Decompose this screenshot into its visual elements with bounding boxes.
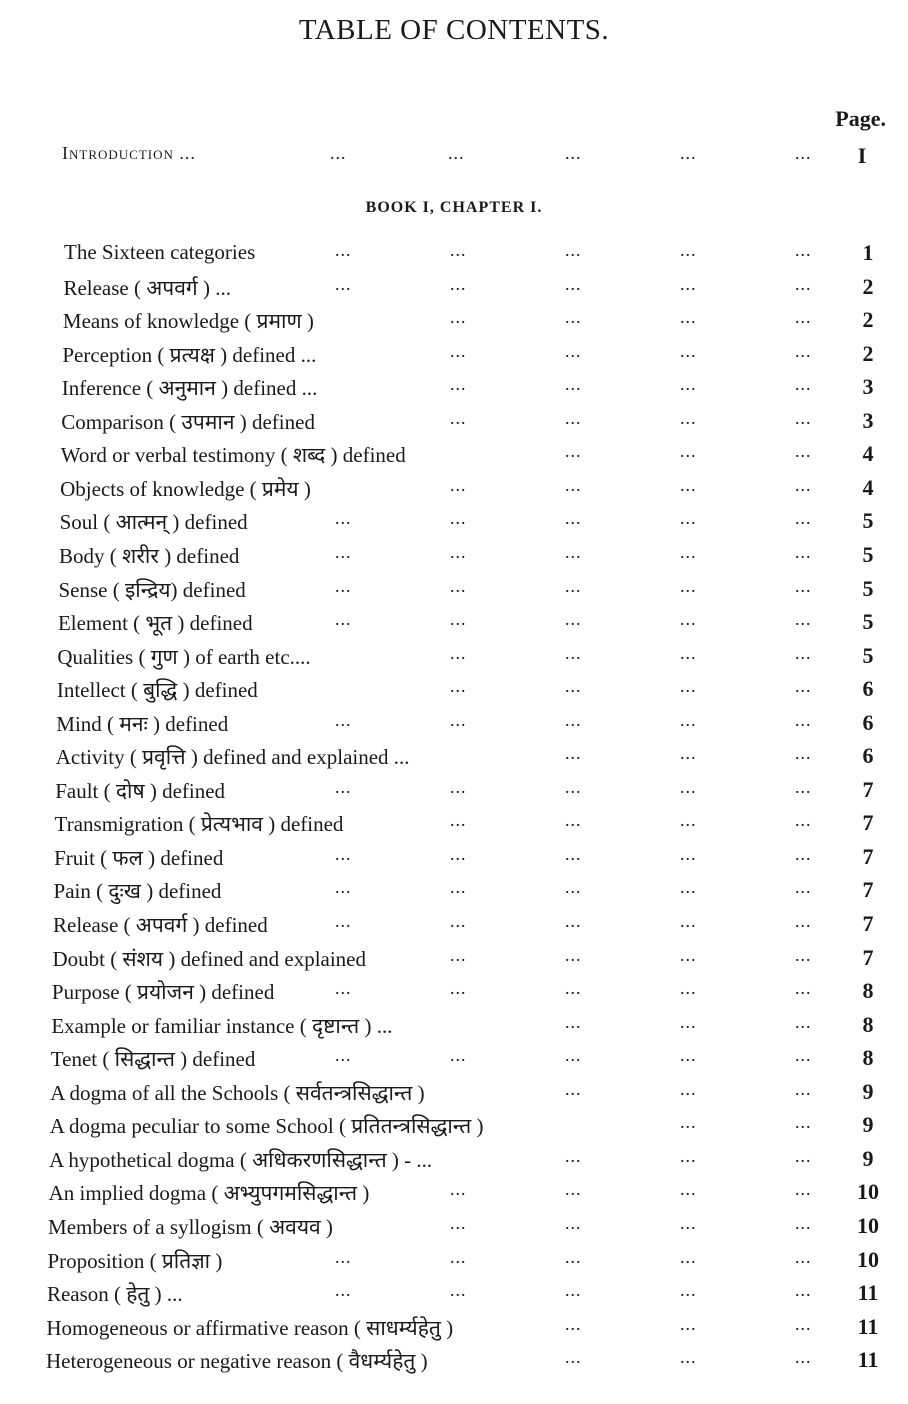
leader-dots: ... [335,1045,352,1066]
leader-dots: ... [795,776,812,797]
toc-page-number: 8 [862,1045,874,1071]
leader-dots: ... [450,776,467,797]
toc-entry-label: An implied dogma ( अभ्युपगमसिद्धान्त ) [48,1181,370,1206]
leader-dots: ... [680,441,697,462]
leader-dots: ... [450,508,467,529]
toc-page-number: 4 [862,474,874,500]
toc-entry [0,240,908,274]
section-heading: BOOK I, CHAPTER I. [365,199,543,216]
leader-dots: ... [565,1078,582,1099]
leader-dots: ... [450,609,467,630]
leader-dots: ... [795,810,812,831]
toc-page-number: 7 [862,843,874,869]
leader-dots: ... [795,508,812,529]
toc-entry-label: Body ( शरीर ) defined [59,543,240,568]
toc-page-number: 7 [862,810,874,836]
toc-entry-label: Intellect ( बुद्धि ) defined [56,678,258,703]
toc-entry [0,307,908,341]
toc-page-number: 2 [862,273,874,299]
leader-dots: ... [450,1212,467,1233]
leader-dots: ... [680,1280,697,1301]
leader-dots: ... [450,1045,467,1066]
toc-page-number: 2 [862,307,874,333]
leader-dots: ... [335,1280,352,1301]
leader-dots: ... [450,676,467,697]
leader-dots: ... [335,709,352,730]
toc-entry [0,609,908,643]
leader-dots: ... [795,1280,812,1301]
leader-dots: ... [565,877,582,898]
leader-dots: ... [680,1313,697,1334]
toc-entry [0,1314,908,1348]
leader-dots: ... [795,642,812,663]
leader-dots: ... [680,743,697,764]
leader-dots: ... [565,1246,582,1267]
toc-page-number: 7 [862,911,874,936]
toc-entry-label: Inference ( अनुमान ) defined ... [61,376,318,401]
toc-entry [0,844,908,878]
leader-dots: ... [680,240,697,260]
leader-dots: ... [450,877,467,898]
leader-dots: ... [680,810,697,831]
toc-page-number: 7 [862,944,874,970]
toc-entry [0,810,908,844]
toc-page-number: 6 [862,709,874,735]
leader-dots: ... [565,1212,582,1233]
leader-dots: ... [565,1280,582,1301]
leader-dots: ... [795,474,812,495]
toc-entry [0,945,908,979]
toc-page-number: 3 [862,374,874,400]
toc-entry-label: Homogeneous or affirmative reason ( साधर्म्यहेतु ) [46,1315,454,1340]
leader-dots: ... [335,1246,352,1267]
toc-page-number: 6 [862,676,874,702]
toc-entry-label: Activity ( प्रवृत्ति ) defined and explained ... [55,745,410,770]
leader-dots: ... [565,676,582,697]
toc-page-number: 8 [862,978,874,1004]
toc-entry [0,978,908,1012]
leader-dots: ... [450,374,467,395]
leader-dots: ... [795,709,812,730]
toc-page-number: 9 [862,1112,874,1138]
leader-dots: ... [680,1347,697,1368]
leader-dots: ... [335,240,352,260]
toc-page-number: 9 [862,1145,874,1171]
toc-entry [0,1247,908,1281]
leader-dots: ... [795,1313,812,1334]
toc-entry [0,877,908,911]
leader-dots: ... [335,541,352,562]
leader-dots: ... [565,273,582,294]
leader-dots: ... [795,1112,812,1133]
leader-dots: ... [565,810,582,831]
toc-introduction [0,143,908,177]
toc-entry [0,1079,908,1113]
leader-dots: ... [335,911,352,931]
leader-dots: ... [450,1280,467,1301]
leader-dots: ... [450,1246,467,1267]
leader-dots: ... [565,1179,582,1200]
leader-dots: ... [335,273,352,294]
leader-dots: ... [795,1078,812,1099]
toc-page-number: 5 [862,541,874,567]
toc-page-number: 2 [862,340,874,366]
leader-dots: ... [448,143,465,163]
toc-entry-label: Tenet ( सिद्धान्त ) defined [50,1047,256,1072]
toc-entry [0,643,908,677]
toc-page-number: 5 [862,575,874,601]
leader-dots: ... [680,776,697,797]
leader-dots: ... [450,944,467,965]
leader-dots: ... [450,541,467,562]
leader-dots: ... [795,307,812,328]
toc-entry-label: Example or familiar instance ( दृष्टान्त ) ... [51,1013,393,1038]
toc-entry [0,576,908,610]
toc-page-number: 5 [862,642,874,668]
leader-dots: ... [565,407,582,428]
toc-entry [0,408,908,442]
leader-dots: ... [565,1347,582,1368]
leader-dots: ... [680,1112,697,1133]
leader-dots: ... [680,877,697,898]
leader-dots: ... [680,1078,697,1099]
leader-dots: ... [680,709,697,730]
toc-page-number: 11 [857,1347,879,1373]
leader-dots: ... [565,911,582,931]
leader-dots: ... [795,1212,812,1233]
toc-page-number: 11 [857,1280,879,1306]
leader-dots: ... [565,642,582,663]
leader-dots: ... [680,374,697,395]
leader-dots: ... [680,575,697,596]
leader-dots: ... [795,441,812,462]
toc-entry-label: Release ( अपवर्ग ) defined [53,913,268,937]
leader-dots: ... [680,1212,697,1233]
leader-dots: ... [680,1011,697,1032]
toc-entry [0,1213,908,1247]
toc-entry-label: Heterogeneous or negative reason ( वैधर्म्यहेतु ) [46,1349,428,1374]
toc-entry-label: Word or verbal testimony ( शब्द ) defined [60,443,406,468]
leader-dots: ... [680,273,697,294]
leader-dots: ... [565,1313,582,1334]
toc-entry-label: Comparison ( उपमान ) defined [61,409,315,434]
leader-dots: ... [795,575,812,596]
leader-dots: ... [565,776,582,797]
toc-entry [0,508,908,542]
leader-dots: ... [565,541,582,562]
page-title: TABLE OF CONTENTS. [298,14,610,46]
leader-dots: ... [450,575,467,596]
leader-dots: ... [450,911,467,931]
toc-entry [0,542,908,576]
leader-dots: ... [450,240,467,260]
leader-dots: ... [565,609,582,630]
leader-dots: ... [680,843,697,864]
leader-dots: ... [795,143,812,163]
leader-dots: ... [680,143,697,163]
toc-page-number: 11 [857,1313,879,1339]
toc-page-number: 5 [862,609,874,635]
toc-entry-label: Means of knowledge ( प्रमाण ) [62,309,314,334]
toc-page-number: 10 [857,1179,879,1205]
toc-entry [0,676,908,710]
toc-entry [0,911,908,945]
leader-dots: ... [680,508,697,529]
toc-entry-label: Proposition ( प्रतिज्ञा ) [47,1248,223,1273]
toc-entry [0,1012,908,1046]
leader-dots: ... [450,1179,467,1200]
leader-dots: ... [795,1145,812,1166]
toc-entry [0,274,908,308]
toc-page-number: 7 [862,877,874,903]
toc-entry-label: Soul ( आत्मन् ) defined [59,510,248,535]
toc-page-number: 1 [862,240,874,265]
toc-entry-label: Fruit ( फल ) defined [54,845,224,870]
toc-entry-label: Introduction ... [62,143,196,163]
toc-entry [0,1045,908,1079]
toc-entry-label: Reason ( हेतु ) ... [46,1282,183,1307]
toc-page-number: 3 [862,407,874,433]
leader-dots: ... [680,911,697,931]
leader-dots: ... [795,743,812,764]
toc-entry [0,777,908,811]
leader-dots: ... [795,843,812,864]
toc-entry [0,441,908,475]
leader-dots: ... [565,508,582,529]
toc-page-number: 9 [862,1078,874,1104]
leader-dots: ... [795,273,812,294]
leader-dots: ... [565,843,582,864]
leader-dots: ... [680,340,697,361]
leader-dots: ... [450,978,467,999]
leader-dots: ... [335,508,352,529]
leader-dots: ... [680,307,697,328]
leader-dots: ... [795,1045,812,1066]
leader-dots: ... [565,575,582,596]
toc-entry-label: Element ( भूत ) defined [57,611,253,636]
toc-entry-label: Doubt ( संशय ) defined and explained [52,946,367,971]
leader-dots: ... [450,642,467,663]
toc-entry-label: Perception ( प्रत्यक्ष ) defined ... [62,342,317,367]
leader-dots: ... [450,843,467,864]
leader-dots: ... [795,240,812,260]
toc-entry-label: Sense ( इन्द्रिय) defined [58,577,246,602]
toc-page-number: 4 [862,441,874,467]
leader-dots: ... [795,541,812,562]
leader-dots: ... [565,978,582,999]
leader-dots: ... [565,340,582,361]
leader-dots: ... [795,877,812,898]
toc-entry [0,1347,908,1381]
leader-dots: ... [335,843,352,864]
leader-dots: ... [680,474,697,495]
leader-dots: ... [335,609,352,630]
toc-entry-label: A dogma peculiar to some School ( प्रतितन्त्रसिद्धान्त ) [49,1114,484,1139]
leader-dots: ... [565,240,582,260]
leader-dots: ... [795,1179,812,1200]
leader-dots: ... [680,1145,697,1166]
leader-dots: ... [450,709,467,730]
toc-entry [0,475,908,509]
toc-entry-label: Fault ( दोष ) defined [55,778,226,803]
leader-dots: ... [565,743,582,764]
leader-dots: ... [680,642,697,663]
leader-dots: ... [680,1179,697,1200]
toc-entry-label: Members of a syllogism ( अवयव ) [48,1214,333,1239]
leader-dots: ... [680,541,697,562]
toc-entry [0,710,908,744]
leader-dots: ... [795,1347,812,1368]
leader-dots: ... [450,307,467,328]
leader-dots: ... [680,1246,697,1267]
toc-entry-label: Purpose ( प्रयोजन ) defined [51,980,275,1005]
toc-entry [0,341,908,375]
toc-entry-label: Qualities ( गुण ) of earth etc.... [57,644,311,669]
toc-entry-label: Mind ( मनः ) defined [56,711,229,736]
toc-entry-label: A hypothetical dogma ( अधिकरणसिद्धान्त ) - ... [49,1147,433,1172]
leader-dots: ... [680,407,697,428]
leader-dots: ... [565,944,582,965]
leader-dots: ... [795,609,812,630]
leader-dots: ... [565,474,582,495]
leader-dots: ... [565,1145,582,1166]
toc-entry [0,1112,908,1146]
toc-page-number: 8 [862,1011,874,1037]
page-column-header: Page. [835,106,886,131]
leader-dots: ... [450,474,467,495]
toc-page-number: 10 [857,1212,879,1238]
leader-dots: ... [335,877,352,898]
leader-dots: ... [680,978,697,999]
leader-dots: ... [680,609,697,630]
leader-dots: ... [795,944,812,965]
leader-dots: ... [565,1011,582,1032]
leader-dots: ... [795,340,812,361]
leader-dots: ... [680,1045,697,1066]
leader-dots: ... [335,776,352,797]
toc-entry [0,1280,908,1314]
toc-page-number: 5 [862,508,874,534]
toc-entry-label: Pain ( दुःख ) defined [53,879,222,904]
leader-dots: ... [795,407,812,428]
leader-dots: ... [450,340,467,361]
leader-dots: ... [565,1045,582,1066]
leader-dots: ... [795,978,812,999]
leader-dots: ... [795,1011,812,1032]
toc-entry [0,374,908,408]
leader-dots: ... [795,911,812,931]
leader-dots: ... [565,307,582,328]
leader-dots: ... [335,575,352,596]
toc-page-number: 7 [862,776,874,802]
toc-entry [0,1179,908,1213]
toc-entry-label: Transmigration ( प्रेत्यभाव ) defined [54,812,344,837]
toc-entry-label: The Sixteen categories [64,240,256,264]
leader-dots: ... [450,273,467,294]
leader-dots: ... [450,810,467,831]
leader-dots: ... [680,944,697,965]
toc-entry-label: Release ( अपवर्ग ) ... [63,275,231,300]
toc-page-number: 6 [862,743,874,769]
toc-page-number: I [857,143,867,168]
leader-dots: ... [565,441,582,462]
leader-dots: ... [680,676,697,697]
leader-dots: ... [565,143,582,163]
toc-entry-label: A dogma of all the Schools ( सर्वतन्त्रसिद्धान्त ) [50,1080,425,1105]
toc-entry [0,743,908,777]
leader-dots: ... [565,709,582,730]
leader-dots: ... [450,407,467,428]
leader-dots: ... [335,978,352,999]
leader-dots: ... [795,374,812,395]
toc-page-number: 10 [857,1246,879,1272]
toc-entry [0,1146,908,1180]
leader-dots: ... [330,143,347,163]
leader-dots: ... [795,676,812,697]
toc-entry-label: Objects of knowledge ( प्रमेय ) [60,476,311,501]
leader-dots: ... [795,1246,812,1267]
leader-dots: ... [565,374,582,395]
